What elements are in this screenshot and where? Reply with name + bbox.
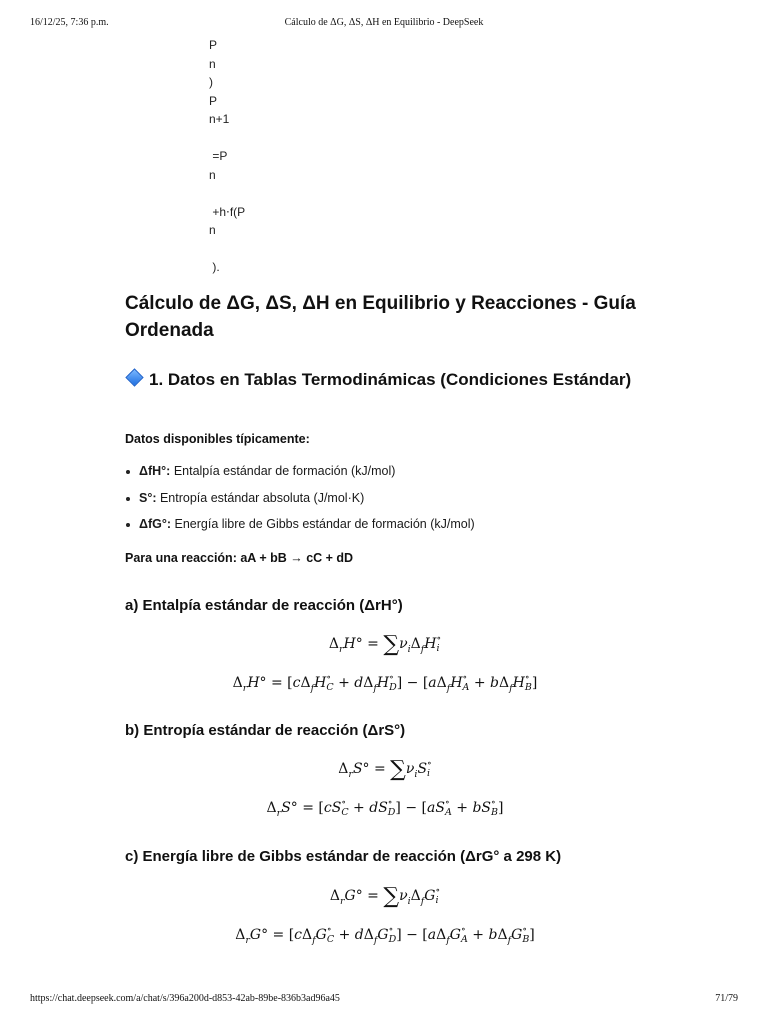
blue-diamond-icon <box>125 368 143 386</box>
fragment-line <box>209 184 245 203</box>
document-title: Cálculo de ΔG, ΔS, ΔH en Equilibrio y Reacciones - Guía Ordenada <box>125 293 636 341</box>
list-item <box>125 462 475 489</box>
formula-gibbs-expanded: $\Delta_rG^\circ = [c\Delta_fG$ ∘ C + $d\Delta_fG$ ∘ D ] − [$a\Delta_fG$ ∘ A + $b\Delta_fG$ ∘ B ] <box>235 924 535 946</box>
list-term: ΔfH°: <box>139 464 171 478</box>
print-url: https://chat.deepseek.com/a/chat/s/396a200d-d853-42ab-89be-836b3ad96a45 <box>30 993 340 1004</box>
print-title: Cálculo de ΔG, ΔS, ΔH en Equilibrio - DeepSeek <box>284 17 484 28</box>
list-desc: Energía libre de Gibbs estándar de formación (kJ/mol) <box>171 517 475 531</box>
print-page-number: 71/79 <box>715 993 738 1004</box>
list-item <box>125 515 475 542</box>
fragment-line: n+1 <box>209 112 230 126</box>
fragment-line: n <box>209 56 216 71</box>
formula-entropy-sum: $\Delta_rS^\circ = \sum\nu_iS$ ∘ i <box>338 757 432 782</box>
section-heading <box>125 368 645 392</box>
print-datetime: 16/12/25, 7:36 p.m. <box>30 17 109 28</box>
formula-fragment <box>209 36 245 277</box>
formula-entropy-expanded: $\Delta_rS^\circ = [cS$ ∘ C + dS ∘ D ] − [aS ∘ A + bS ∘ B ] <box>266 797 504 819</box>
fragment-line: P <box>209 93 218 108</box>
section-heading-text: 1. Datos en Tablas Termodinámicas (Condiciones Estándar) <box>149 370 632 389</box>
fragment-line: n <box>209 167 216 182</box>
fragment-line: ) <box>209 75 213 89</box>
fragment-line: ). <box>209 260 220 274</box>
list-term: ΔfG°: <box>139 517 172 531</box>
fragment-line <box>209 129 245 148</box>
fragment-line: n <box>209 223 216 237</box>
reaction-label: Para una reacción: aA + bB → cC + dD <box>125 551 354 565</box>
list-desc: Entalpía estándar de formación (kJ/mol) <box>170 464 396 478</box>
data-list <box>125 462 475 542</box>
subheading-enthalpy: a) Entalpía estándar de reacción (ΔrH°) <box>125 597 403 614</box>
formula-enthalpy-sum: $\Delta_rH^\circ = \sum\nu_i\Delta_fH$ ∘ i <box>328 632 442 657</box>
fragment-line: P <box>209 38 218 52</box>
data-label: Datos disponibles típicamente: <box>125 432 310 446</box>
fragment-line: =P <box>209 149 228 163</box>
list-desc: Entropía estándar absoluta (J/mol·K) <box>156 490 365 505</box>
formula-gibbs-sum: $\Delta_rG^\circ = \sum\nu_i\Delta_fG$ ∘ i <box>329 884 441 909</box>
fragment-line: +h⋅f(P <box>209 204 246 219</box>
list-item <box>125 489 475 516</box>
subheading-gibbs: c) Energía libre de Gibbs estándar de reacción (ΔrG° a 298 K) <box>125 848 562 865</box>
formula-enthalpy-expanded: $\Delta_rH^\circ = [c\Delta_fH$ ∘ C + $d\Delta_fH$ ∘ D ] − [$a\Delta_fH$ ∘ A + $b\Delta_fH$ ∘ B ] <box>232 672 538 694</box>
subheading-entropy: b) Entropía estándar de reacción (ΔrS°) <box>125 722 406 739</box>
list-term: S°: <box>139 490 157 505</box>
fragment-line <box>209 240 245 259</box>
